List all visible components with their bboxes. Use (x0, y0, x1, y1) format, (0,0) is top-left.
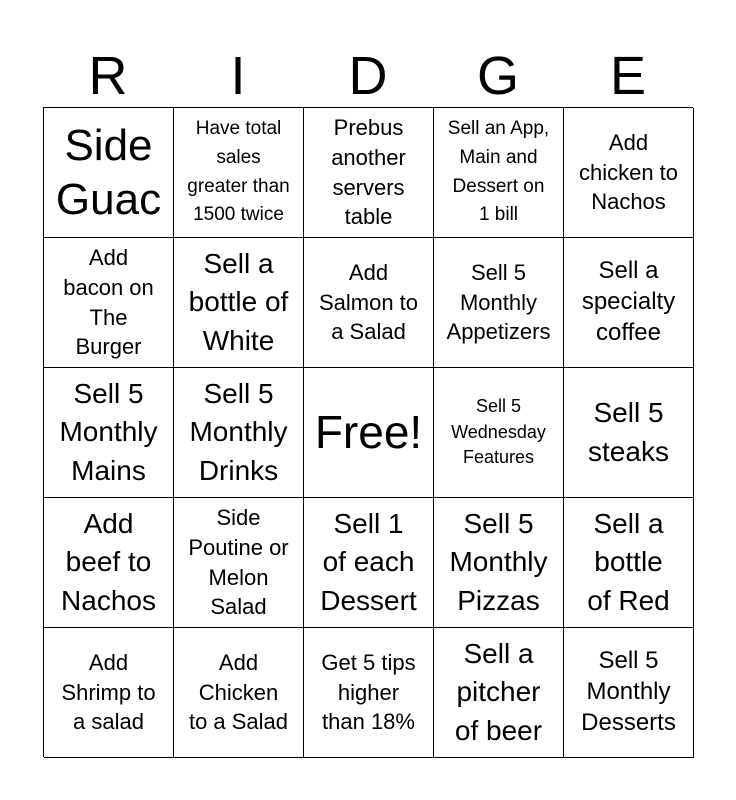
bingo-square-label: Get 5 tips higher than 18% (321, 649, 416, 735)
bingo-square[interactable] (174, 498, 304, 628)
bingo-board (43, 107, 693, 757)
bingo-square-label: Add bacon on The Burger (63, 245, 154, 360)
bingo-square[interactable] (44, 368, 174, 498)
bingo-square-label: Sell an App, Main and Dessert on 1 bill (447, 117, 550, 226)
bingo-square-label: Sell 5 Monthly Drinks (189, 377, 288, 486)
bingo-square-label: Sell 5 Wednesday Features (451, 395, 546, 468)
bingo-square[interactable] (174, 368, 304, 498)
bingo-square-label: Sell 5 Monthly Pizzas (449, 507, 548, 616)
bingo-square[interactable] (304, 498, 434, 628)
bingo-free-space[interactable] (304, 368, 434, 498)
bingo-square-label: Side Guac (55, 120, 162, 224)
bingo-square-label: Prebus another servers table (331, 115, 406, 230)
bingo-square[interactable] (44, 498, 174, 628)
bingo-square[interactable] (564, 238, 694, 368)
bingo-square[interactable] (434, 108, 564, 238)
bingo-square[interactable] (564, 368, 694, 498)
bingo-square-label: Add Shrimp to a salad (61, 649, 156, 735)
bingo-square-label: Sell 5 Monthly Appetizers (446, 259, 551, 345)
bingo-square-label: Free! (314, 406, 423, 459)
bingo-square-label: Sell 5 steaks (588, 397, 669, 467)
bingo-square-label: Side Poutine or Melon Salad (188, 505, 289, 620)
bingo-square[interactable] (564, 628, 694, 758)
bingo-square[interactable] (434, 368, 564, 498)
bingo-square[interactable] (174, 108, 304, 238)
bingo-header (43, 44, 693, 108)
bingo-square[interactable] (434, 238, 564, 368)
bingo-square-label: Sell a specialty coffee (581, 257, 676, 346)
header-letter-i: I (230, 46, 246, 106)
bingo-square-label: Have total sales greater than 1500 twice (187, 117, 290, 226)
header-letter-e: E (609, 46, 647, 106)
bingo-square-label: Sell a bottle of Red (587, 507, 670, 616)
bingo-square-label: Sell a bottle of White (188, 247, 289, 356)
bingo-square-label: Sell a pitcher of beer (454, 637, 543, 746)
bingo-square-label: Add Salmon to a Salad (318, 259, 419, 345)
header-letter-r: R (88, 46, 128, 106)
bingo-square-label: Sell 5 Monthly Desserts (581, 647, 676, 736)
header-letter-g: G (476, 46, 519, 106)
bingo-square-label: Add beef to Nachos (61, 507, 156, 616)
bingo-square[interactable] (434, 628, 564, 758)
bingo-square[interactable] (304, 238, 434, 368)
bingo-square[interactable] (174, 238, 304, 368)
bingo-square[interactable] (304, 628, 434, 758)
bingo-square[interactable] (44, 108, 174, 238)
bingo-square[interactable] (44, 238, 174, 368)
bingo-square[interactable] (174, 628, 304, 758)
bingo-square[interactable] (434, 498, 564, 628)
header-letter-d: D (348, 46, 388, 106)
bingo-square[interactable] (304, 108, 434, 238)
bingo-square-label: Sell 1 of each Dessert (320, 507, 417, 616)
bingo-square[interactable] (44, 628, 174, 758)
bingo-square-label: Add Chicken to a Salad (188, 649, 289, 735)
bingo-square-label: Add chicken to Nachos (578, 129, 679, 215)
bingo-square-label: Sell 5 Monthly Mains (59, 377, 158, 486)
bingo-square[interactable] (564, 498, 694, 628)
bingo-square[interactable] (564, 108, 694, 238)
